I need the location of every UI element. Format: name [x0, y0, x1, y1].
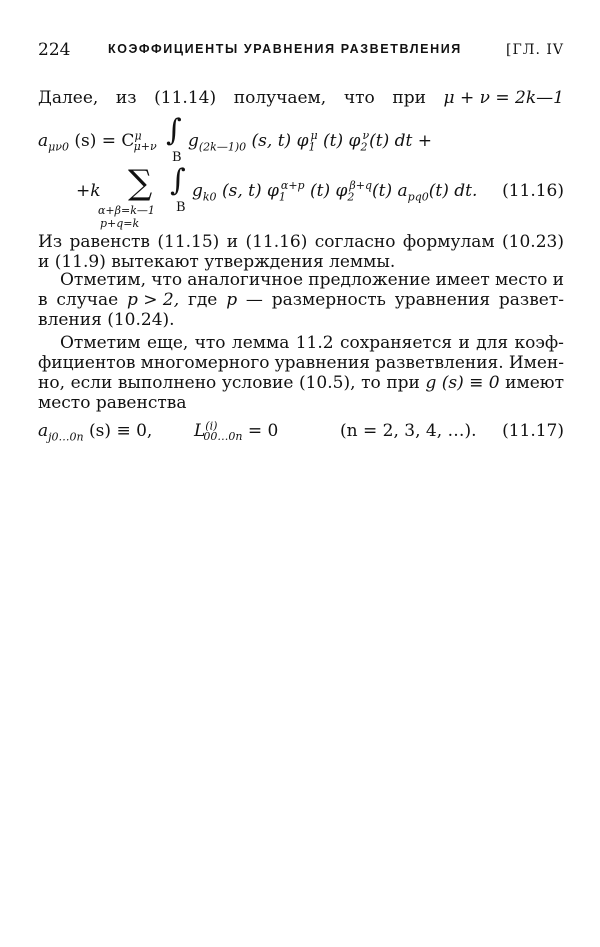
para2-line-2: в случае p > 2, где p — размерность уравнения развет- — [38, 290, 564, 310]
word: из — [115, 88, 137, 108]
word: при — [392, 88, 426, 108]
equation-number-11-17: (11.17) — [502, 421, 564, 441]
word: получаем, — [233, 88, 327, 108]
equation-number-11-16: (11.16) — [502, 181, 564, 201]
sum-limit-2: p+q=k — [100, 217, 140, 230]
para2-line-1: Отметим, что аналогичное предложение имеет место и — [60, 270, 564, 290]
word: Далее, — [38, 88, 99, 108]
para3-line-3: но, если выполнено условие (10.5), то при g (s) ≡ 0 имеют — [38, 373, 564, 393]
para3-line-1: Отметим еще, что лемма 11.2 сохраняется и для коэф- — [60, 333, 564, 353]
text-line-1 — [38, 88, 564, 108]
integral-sign: ∫ — [166, 113, 182, 148]
integral-sign-2: ∫ — [170, 163, 186, 198]
sum-sign: ∑ — [128, 163, 153, 203]
running-header — [38, 40, 564, 62]
word: что — [343, 88, 375, 108]
eq17-L: $L^{(i)}_{00\dots 0n} = 0$ — [194, 419, 279, 444]
integral-domain-2: B — [176, 200, 186, 215]
para3-line-2: фициентов многомерного уравнения разветвления. Имен- — [38, 353, 564, 373]
condition-formula: μ + ν = 2k—1 — [443, 88, 564, 108]
running-title: КОЭФФИЦИЕНТЫ УРАВНЕНИЯ РАЗВЕТВЛЕНИЯ — [108, 42, 462, 56]
chapter-marker: [ГЛ. IV — [506, 42, 564, 58]
eq-coef-k: +k — [76, 181, 101, 201]
eq-term2: $g_{k0}$ (s, t) $\varphi_1^{\alpha+p}$ (t) $\varphi_2^{\beta+q}(t)$ $a_{pq0}(t)$ dt. — [192, 179, 478, 204]
page-number: 224 — [38, 40, 71, 60]
para1-line-1: Из равенств (11.15) и (11.16) согласно формулам (10.23) — [38, 232, 564, 252]
integral-domain: B — [172, 150, 182, 165]
word: (11.14) — [154, 88, 217, 108]
sum-limit-1: α+β=k—1 — [98, 204, 155, 217]
para1-line-2: и (11.9) вытекают утверждения леммы. — [38, 252, 396, 272]
eq-lhs: $a_{\mu\nu 0}$ $(s) = C^\mu_{\mu+\nu}$ — [38, 129, 157, 154]
para2-line-3: вления (10.24). — [38, 310, 175, 330]
eq-term1: $g_{(2k—1)0}$ (s, t) $\varphi_1^\mu$ (t) $\varphi_2^\nu(t)$ dt + — [188, 129, 433, 154]
eq17-range: (n = 2, 3, 4, …). — [340, 421, 477, 441]
para3-line-4: место равенства — [38, 393, 187, 413]
eq17-coef: $a_{j0\dots 0n}$ (s) ≡ 0, — [38, 421, 153, 444]
